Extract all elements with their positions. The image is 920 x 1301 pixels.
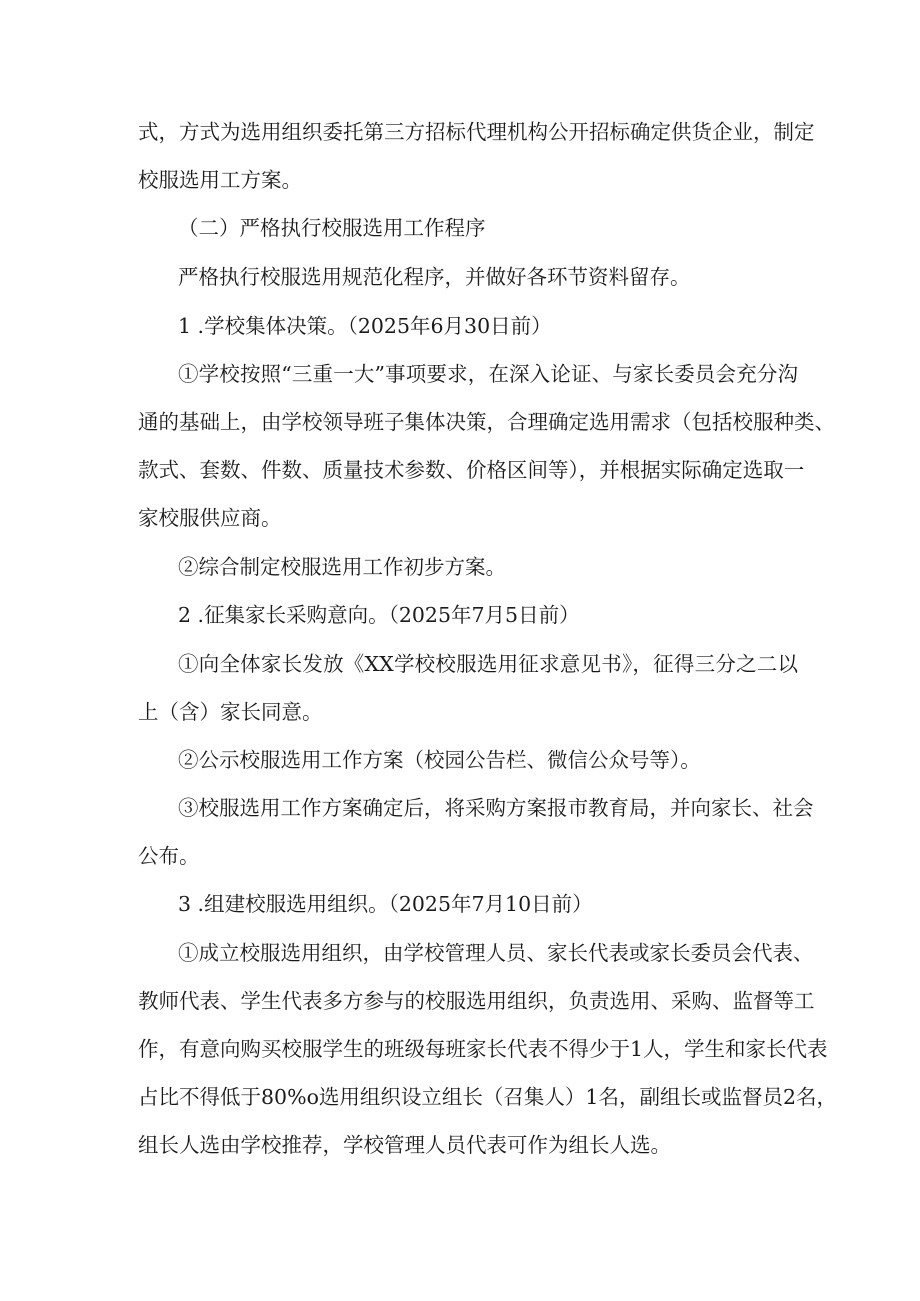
body-text-line: ②公示校服选用工作方案（校园公告栏、微信公众号等）。 bbox=[178, 748, 701, 772]
subsection-heading: 2 .征集家长采购意向。（2025年7月5日前） bbox=[178, 603, 580, 627]
body-text-line: ①成立校服选用组织，由学校管理人员、家长代表或家长委员会代表、 bbox=[178, 941, 814, 965]
body-text-line: ②综合制定校服选用工作初步方案。 bbox=[178, 555, 506, 579]
body-text-line: ①学校按照“三重一大”事项要求，在深入论证、与家长委员会充分沟 bbox=[178, 362, 798, 386]
body-text-line: 作，有意向购买校服学生的班级每班家长代表不得少于1人，学生和家长代表 bbox=[138, 1037, 828, 1061]
subsection-heading: 1 .学校集体决策。（2025年6月30日前） bbox=[178, 314, 552, 338]
body-text-line: ③校服选用工作方案确定后，将采购方案报市教育局，并向家长、社会 bbox=[178, 796, 814, 820]
subsection-heading: 3 .组建校服选用组织。（2025年7月10日前） bbox=[178, 892, 593, 916]
body-text-line: 严格执行校服选用规范化程序，并做好各环节资料留存。 bbox=[178, 265, 691, 289]
body-text-line: 校服选用工方案。 bbox=[138, 168, 302, 192]
body-text-line: 通的基础上，由学校领导班子集体决策，合理确定选用需求（包括校服种类、 bbox=[138, 410, 835, 434]
body-text-line: 式，方式为选用组织委托第三方招标代理机构公开招标确定供货企业，制定 bbox=[138, 120, 815, 144]
body-text-line: 组长人选由学校推荐，学校管理人员代表可作为组长人选。 bbox=[138, 1133, 671, 1157]
body-text-line: 款式、套数、件数、质量技术参数、价格区间等），并根据实际确定选取一 bbox=[138, 458, 805, 482]
body-text-line: 上（含）家长同意。 bbox=[138, 700, 323, 724]
body-text-line: 家校服供应商。 bbox=[138, 506, 282, 530]
body-text-line: ①向全体家长发放《XX学校校服选用征求意见书》，征得三分之二以 bbox=[178, 652, 798, 676]
section-heading: （二）严格执行校服选用工作程序 bbox=[178, 216, 486, 240]
body-text-line: 公布。 bbox=[138, 844, 200, 868]
body-text-line: 教师代表、学生代表多方参与的校服选用组织，负责选用、采购、监督等工 bbox=[138, 989, 815, 1013]
body-text-line: 占比不得低于80%o选用组织设立组长（召集人）1名，副组长或监督员2名， bbox=[138, 1085, 837, 1109]
